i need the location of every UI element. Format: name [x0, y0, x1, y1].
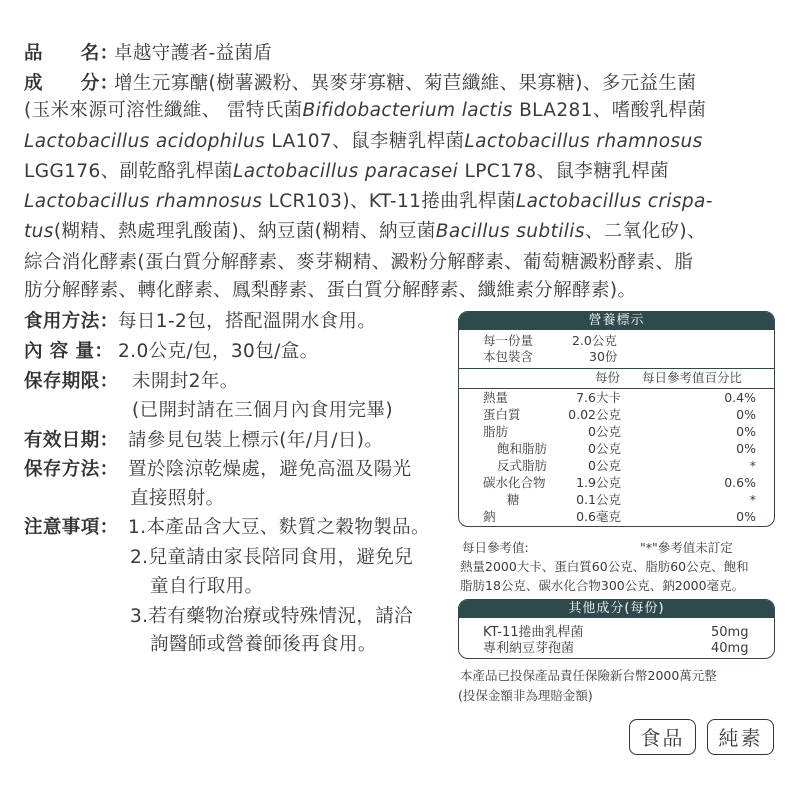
food-badge: 食品 [629, 719, 696, 755]
nutrient-amount: 0.02公克 [568, 407, 621, 422]
notes-line [24, 515, 430, 541]
nutrient-amount: 7.6大卡 [576, 390, 621, 405]
note-1: 1.本產品含大豆、麩質之穀物製品。 [128, 517, 430, 538]
daily-value-header: 每日參考值百分比 [642, 370, 743, 385]
ingredients-species: Lactobacillus rhamnosus [24, 191, 263, 212]
servings-per-pack-label: 本包裝含 [483, 349, 534, 364]
daily-reference-line: 脂肪18公克、碳水化合物300公克、鈉2000毫克。 [460, 578, 745, 593]
other-ingredients-table [458, 599, 775, 659]
other-ingredient-amount: 40mg [711, 641, 749, 656]
insurance-notice: 本產品已投保產品責任保險新台幣2000萬元整 [460, 668, 717, 683]
usage-value: 每日1-2包，搭配溫開水食用。 [118, 311, 377, 332]
ingredients-line-7 [24, 250, 693, 276]
nutrient-daily-value: 0.6% [724, 475, 756, 490]
ingredients-line-2 [24, 98, 706, 124]
shelf-life-note: (已開封請在三個月內食用完畢) [132, 400, 393, 421]
serving-size-value: 2.0公克 [572, 333, 617, 348]
ingredients-line-6 [24, 219, 706, 245]
storage-line [24, 457, 412, 483]
nutrition-title: 營養標示 [459, 312, 774, 330]
note-2: 2.兒童請由家長陪同食用，避免兒 [130, 547, 414, 568]
product-name-label: 品 名： [24, 43, 119, 64]
nutrient-name: 反式脂肪 [497, 458, 548, 473]
ingredients-text: 增生元寡醣(樹薯澱粉、異麥芽寡糖、菊苣纖維、果寡糖)、多元益生菌 [114, 73, 697, 94]
per-serving-header: 每份 [595, 370, 621, 385]
ingredients-species: Lactobacillus crispa- [515, 191, 713, 212]
product-name-value: 卓越守護者-益菌盾 [114, 43, 273, 64]
nutrient-amount: 0公克 [588, 441, 621, 456]
divider [459, 368, 774, 369]
nutrient-daily-value: 0% [736, 509, 756, 524]
nutrient-amount: 0.1公克 [576, 492, 621, 507]
nutrient-daily-value: * [749, 492, 756, 507]
nutrient-amount: 0公克 [588, 458, 621, 473]
ingredients-species: Lactobacillus rhamnosus [464, 131, 703, 152]
nutrient-daily-value: 0.4% [724, 390, 756, 405]
serving-size-label: 每一份量 [483, 333, 534, 348]
content-label: 內 容 量： [24, 341, 114, 362]
expiry-value: 請參見包裝上標示(年/月/日)。 [128, 430, 384, 451]
ingredients-text: LA107、鼠李糖乳桿菌 [265, 131, 465, 152]
nutrient-amount: 1.9公克 [576, 475, 621, 490]
usage-label: 食用方法： [24, 311, 119, 332]
storage-value-cont: 直接照射。 [130, 488, 225, 509]
ingredients-label: 成 分： [24, 73, 119, 94]
nutrient-name: 蛋白質 [483, 407, 521, 422]
notes-label: 注意事項： [24, 517, 119, 538]
storage-label: 保存方法： [24, 459, 119, 480]
nutrient-name: 脂肪 [483, 424, 509, 439]
ingredients-species: tus [24, 221, 54, 242]
servings-per-pack-value: 30份 [589, 349, 618, 364]
divider [459, 388, 774, 389]
ingredients-line-4 [24, 159, 669, 185]
nutrient-daily-value: 0% [736, 441, 756, 456]
ingredients-text: BLA281、嗜酸乳桿菌 [512, 100, 707, 121]
nutrition-table [458, 311, 775, 527]
insurance-note: (投保金額非為理賠金額) [458, 688, 593, 703]
product-name-line [24, 41, 272, 67]
ingredients-text: LPC178、鼠李糖乳桿菌 [458, 161, 669, 182]
nutrient-name: 飽和脂肪 [497, 441, 548, 456]
daily-reference-note: "*"參考值未訂定 [640, 540, 733, 555]
nutrient-name: 糖 [507, 492, 520, 507]
nutrient-daily-value: 0% [736, 407, 756, 422]
nutrient-name: 熱量 [483, 390, 509, 405]
ingredients-species: Lactobacillus paracasei [233, 161, 459, 182]
other-ingredient-name: 專利納豆芽孢菌 [483, 641, 575, 656]
ingredients-line-5 [24, 189, 713, 215]
other-ingredient-amount: 50mg [711, 625, 749, 640]
other-ingredients-title: 其他成分(每份) [459, 600, 774, 618]
ingredients-species: Bifidobacterium lactis [302, 100, 513, 121]
shelf-life-label: 保存期限： [24, 371, 119, 392]
shelf-life-value: 未開封2年。 [132, 371, 239, 392]
content-line [24, 339, 319, 365]
nutrient-amount: 0.6毫克 [576, 509, 621, 524]
expiry-line [24, 428, 383, 454]
nutrient-name: 鈉 [483, 509, 496, 524]
ingredients-line-8 [24, 278, 636, 304]
ingredients-text: LGG176、副乾酪乳桿菌 [24, 161, 233, 182]
shelf-life-line [24, 369, 239, 395]
usage-line [24, 309, 376, 335]
note-2-cont: 童自行取用。 [150, 576, 264, 597]
ingredients-species: Lactobacillus acidophilus [24, 131, 266, 152]
ingredients-species: Bacillus subtilis [435, 221, 585, 242]
note-3-cont: 詢醫師或營養師後再食用。 [150, 634, 377, 655]
nutrient-daily-value: * [749, 458, 756, 473]
nutrient-daily-value: 0% [736, 424, 756, 439]
daily-reference-label: 每日參考值: [462, 540, 529, 555]
ingredients-text: 、二氧化矽)、 [584, 221, 706, 242]
ingredients-text: 綜合消化酵素(蛋白質分解酵素、麥芽糊精、澱粉分解酵素、葡萄糖澱粉酵素、脂 [24, 252, 694, 273]
ingredients-text: (玉米來源可溶性纖維、 雷特氏菌 [24, 100, 303, 121]
nutrient-amount: 0公克 [588, 424, 621, 439]
ingredients-text: LCR103)、KT-11捲曲乳桿菌 [262, 191, 516, 212]
ingredients-text: 肪分解酵素、轉化酵素、鳳梨酵素、蛋白質分解酵素、纖維素分解酵素)。 [24, 280, 637, 301]
note-3: 3.若有藥物治療或特殊情況，請洽 [130, 606, 414, 627]
vegan-badge: 純素 [707, 719, 774, 755]
ingredients-line-1 [24, 71, 696, 97]
other-ingredient-name: KT-11捲曲乳桿菌 [483, 625, 584, 640]
content-value: 2.0公克/包，30包/盒。 [118, 341, 319, 362]
daily-reference-line: 熱量2000大卡、蛋白質60公克、脂肪60公克、飽和 [460, 559, 749, 574]
ingredients-text: (糊精、熱處理乳酸菌)、納豆菌(糊精、納豆菌 [53, 221, 436, 242]
storage-value: 置於陰涼乾燥處，避免高溫及陽光 [128, 459, 412, 480]
nutrient-name: 碳水化合物 [483, 475, 546, 490]
expiry-label: 有效日期： [24, 430, 119, 451]
ingredients-line-3 [24, 129, 703, 155]
